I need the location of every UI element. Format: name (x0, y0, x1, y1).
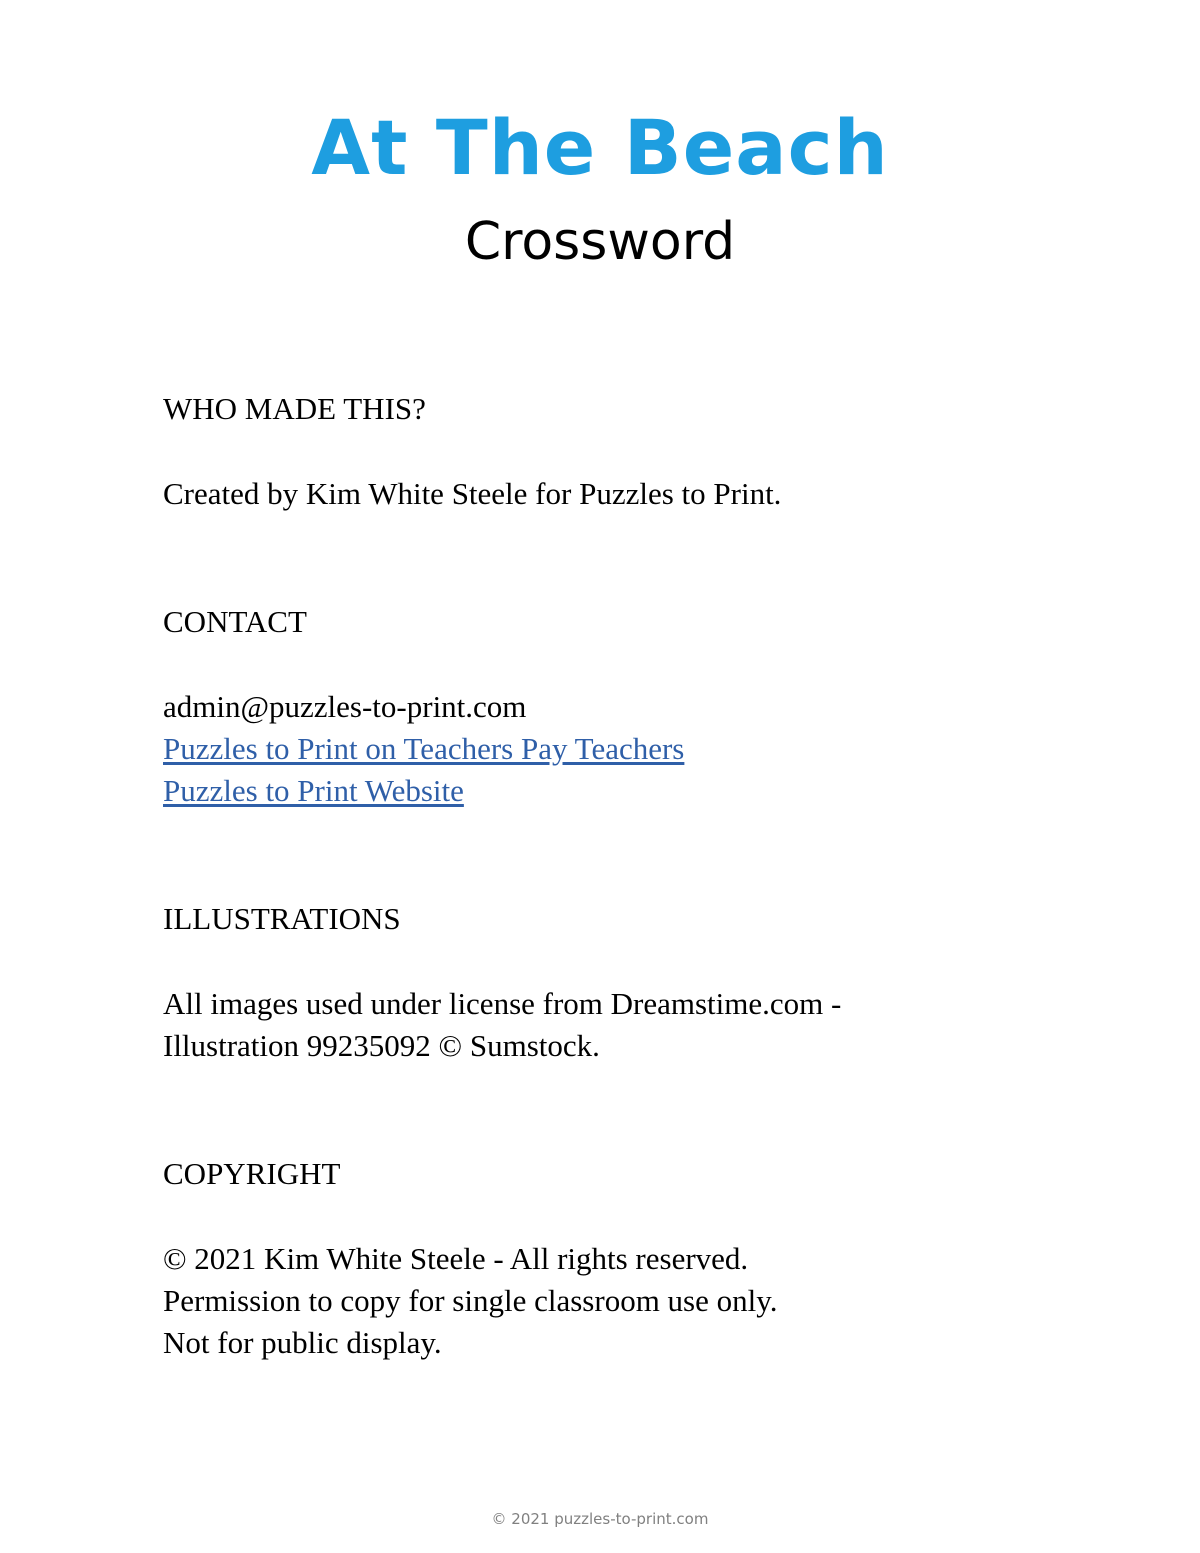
creator-text: Created by Kim White Steele for Puzzles to Print. (163, 476, 782, 511)
copyright-line-1: © 2021 Kim White Steele - All rights reserved. (163, 1241, 749, 1276)
page-footer: © 2021 puzzles-to-print.com (491, 1510, 709, 1528)
page-title: At The Beach (311, 103, 889, 192)
page-subtitle: Crossword (464, 212, 736, 272)
credits-content (163, 388, 1063, 1364)
section-heading-contact: CONTACT (163, 604, 307, 639)
section-heading-who: WHO MADE THIS? (163, 391, 426, 426)
illustrations-line-1: All images used under license from Dreamstime.com - (163, 986, 842, 1021)
illustrations-line-2: Illustration 99235092 © Sumstock. (163, 1028, 600, 1063)
section-heading-copyright: COPYRIGHT (163, 1156, 341, 1191)
contact-email: admin@puzzles-to-print.com (163, 689, 527, 724)
website-link[interactable]: Puzzles to Print Website (163, 773, 464, 808)
tpt-link[interactable]: Puzzles to Print on Teachers Pay Teachers (163, 731, 685, 766)
copyright-line-3: Not for public display. (163, 1325, 442, 1360)
section-heading-illustrations: ILLUSTRATIONS (163, 901, 401, 936)
copyright-line-2: Permission to copy for single classroom use only. (163, 1283, 778, 1318)
